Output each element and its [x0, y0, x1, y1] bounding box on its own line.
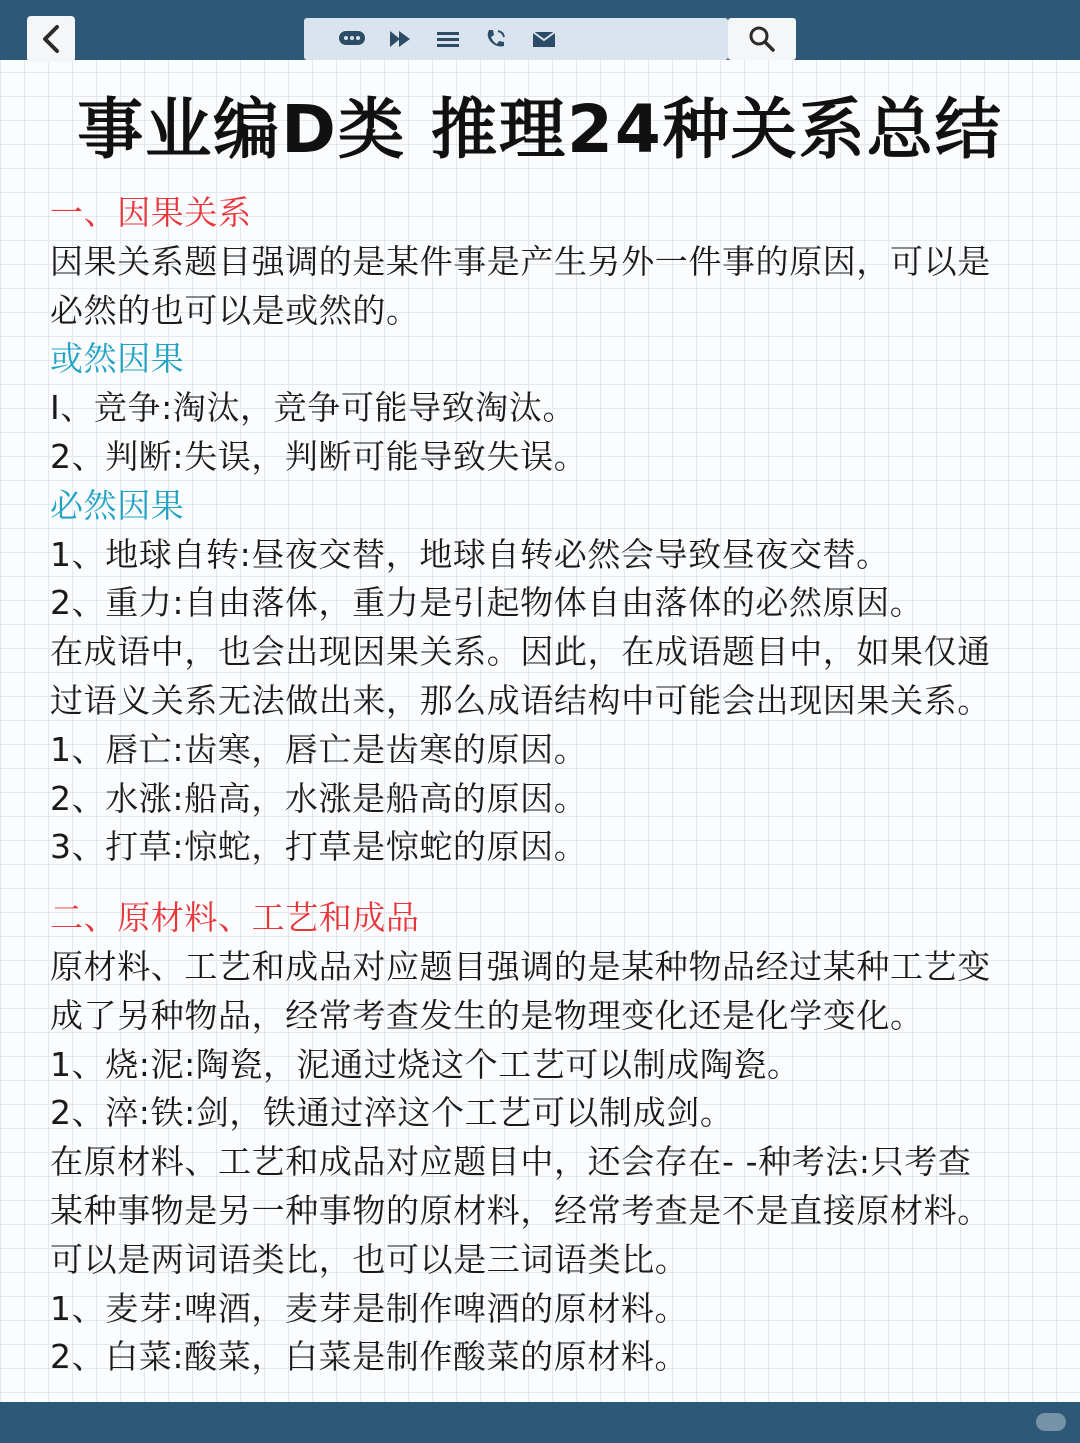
article-body	[50, 189, 1040, 1382]
paragraph-line: 某种事物是另一种事物的原材料，经常考查是不是直接原材料。	[50, 1190, 991, 1230]
section-heading: 一、因果关系	[50, 193, 252, 232]
subheading: 或然因果	[50, 339, 185, 379]
paragraph-line: 原材料、工艺和成品对应题目强调的是某种物品经过某种工艺变	[50, 946, 991, 986]
back-button[interactable]	[27, 16, 75, 62]
list-item: 1、唇亡:齿寒，唇亡是齿寒的原因。	[50, 729, 588, 769]
section-heading: 二、原材料、工艺和成品	[50, 898, 420, 938]
mail-icon[interactable]	[530, 27, 558, 51]
list-item: 1、麦芽:啤酒，麦芽是制作啤酒的原材料。	[50, 1288, 689, 1328]
forward-icon[interactable]	[386, 27, 414, 51]
tool-strip	[304, 18, 728, 60]
paragraph-line: 可以是两词语类比，也可以是三词语类比。	[50, 1239, 689, 1279]
chat-bubble-icon[interactable]	[338, 27, 366, 51]
list-item: 2、水涨:船高，水涨是船高的原因。	[50, 778, 588, 818]
section-spacer	[50, 872, 1040, 894]
list-item: 2、判断:失误，判断可能导致失误。	[50, 436, 588, 476]
list-item: I、竞争:淘汰，竞争可能导致淘汰。	[50, 388, 577, 428]
list-item: 2、淬:铁:剑，铁通过淬这个工艺可以制成剑。	[50, 1093, 734, 1133]
page-title: 事业编D类 推理24种关系总结	[77, 91, 1003, 168]
subheading: 必然因果	[50, 485, 185, 525]
list-item: 1、地球自转:昼夜交替，地球自转必然会导致昼夜交替。	[50, 534, 890, 574]
list-item: 2、重力:自由落体，重力是引起物体自由落体的必然原因。	[50, 583, 924, 623]
search-icon	[748, 25, 776, 53]
watermark-badge	[1036, 1413, 1066, 1431]
list-item: 3、打草:惊蛇，打草是惊蛇的原因。	[50, 827, 588, 867]
phone-icon[interactable]	[482, 27, 510, 51]
list-item: 1、烧:泥:陶瓷，泥通过烧这个工艺可以制成陶瓷。	[50, 1044, 801, 1084]
bottom-bar	[0, 1402, 1080, 1443]
paragraph-line: 过语义关系无法做出来，那么成语结构中可能会出现因果关系。	[50, 680, 991, 720]
list-icon[interactable]	[434, 27, 462, 51]
paragraph-line: 必然的也可以是或然的。	[50, 290, 420, 330]
top-toolbar	[0, 0, 1080, 60]
search-button[interactable]	[728, 18, 796, 60]
list-item: 2、白菜:酸菜，白菜是制作酸菜的原材料。	[50, 1337, 689, 1377]
paragraph-line: 因果关系题目强调的是某件事是产生另外一件事的原因，可以是	[50, 241, 991, 281]
paragraph-line: 成了另种物品，经常考查发生的是物理变化还是化学变化。	[50, 995, 924, 1035]
paragraph-line: 在成语中，也会出现因果关系。因此，在成语题目中，如果仅通	[50, 632, 991, 672]
back-arrow-icon	[40, 24, 62, 54]
paragraph-line: 在原材料、工艺和成品对应题目中，还会存在- -种考法:只考查	[50, 1142, 972, 1182]
